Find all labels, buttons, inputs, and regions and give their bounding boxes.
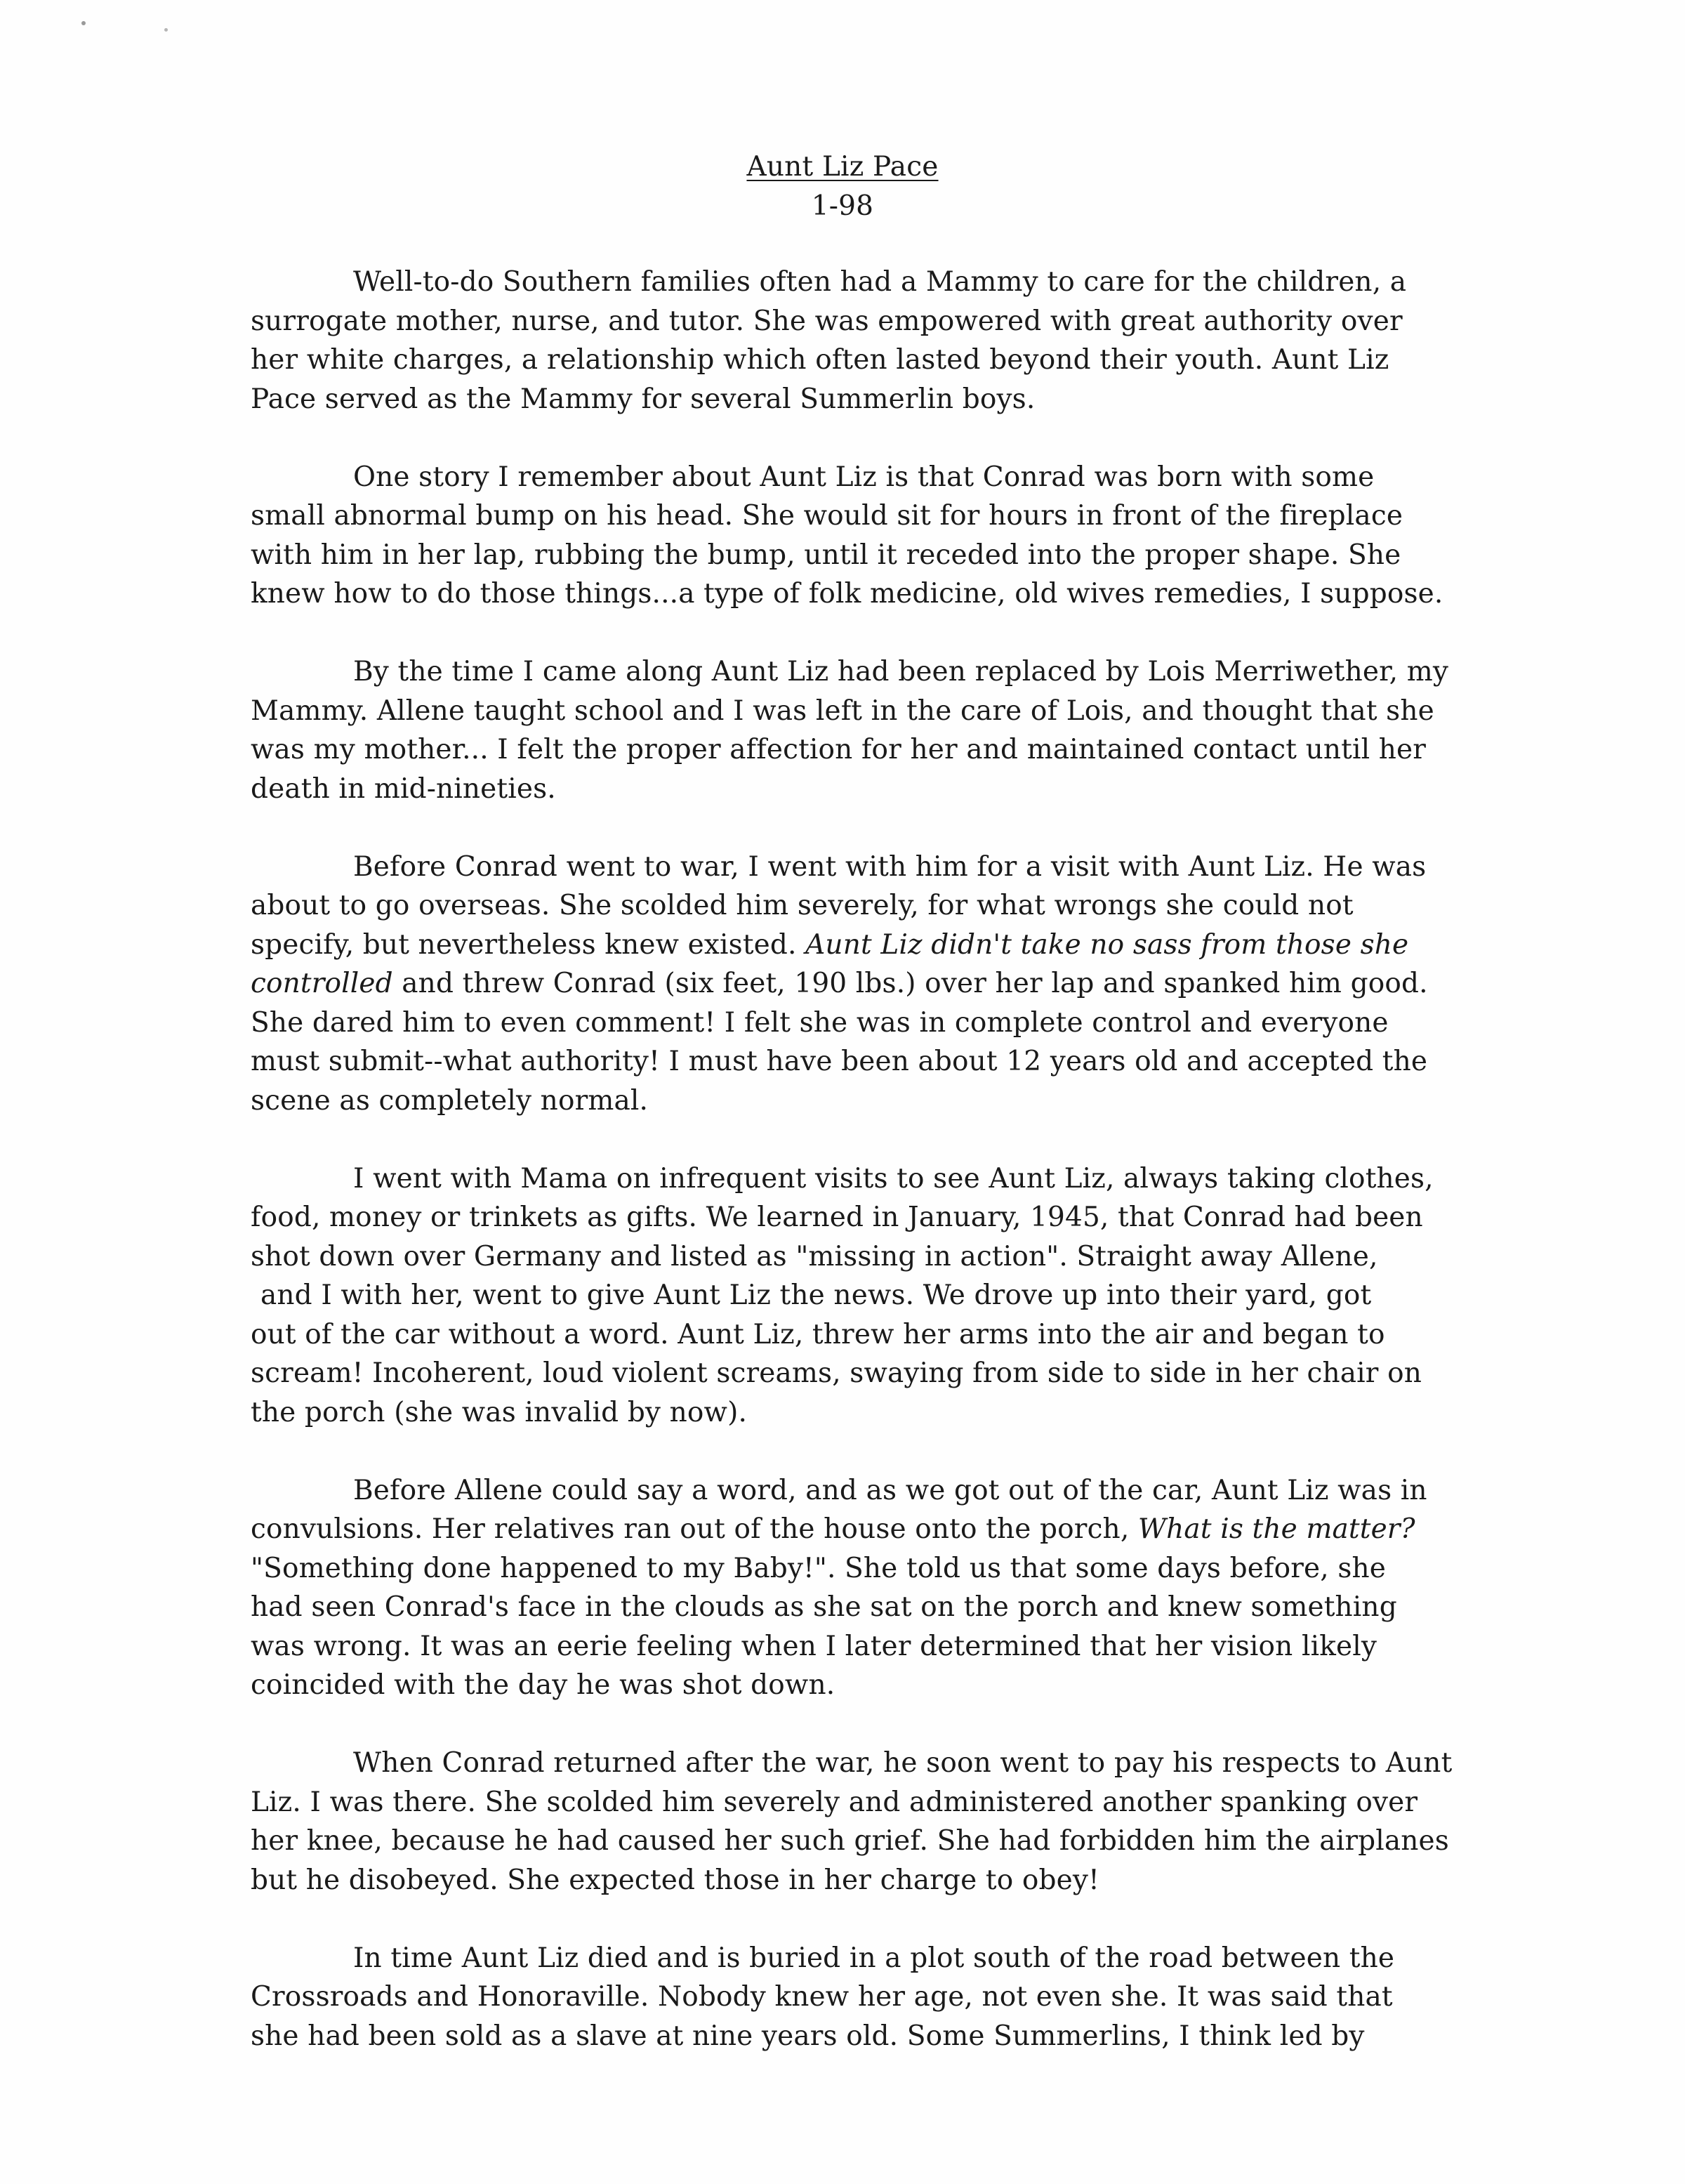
document-title: Aunt Liz Pace xyxy=(746,151,939,183)
text-line: out of the car without a word. Aunt Liz, threw her arms into the air and began to xyxy=(251,1318,1385,1350)
paragraph-8 xyxy=(251,1939,1542,2056)
scan-speck xyxy=(164,28,168,32)
text-line: and I with her, went to give Aunt Liz the news. We drove up into their yard, got xyxy=(260,1280,1372,1311)
text-line: When Conrad returned after the war, he soon went to pay his respects to Aunt xyxy=(353,1747,1453,1779)
text-line: In time Aunt Liz died and is buried in a plot south of the road between the xyxy=(353,1942,1395,1974)
italic-quote: controlled xyxy=(251,968,393,999)
paragraph-5 xyxy=(251,1159,1542,1433)
text-line: scene as completely normal. xyxy=(251,1084,649,1117)
text-line: small abnormal bump on his head. She would sit for hours in front of the fireplace xyxy=(251,500,1403,532)
text-line: "Something done happened to my Baby!". She told us that some days before, she xyxy=(251,1552,1386,1584)
text-line: death in mid-nineties. xyxy=(251,772,556,805)
paragraph-1 xyxy=(251,263,1542,419)
text-line: was my mother... I felt the proper affection for her and maintained contact until her xyxy=(251,734,1427,765)
text-line: Before Allene could say a word, and as we got out of the car, Aunt Liz was in xyxy=(353,1474,1427,1506)
paragraph-7 xyxy=(251,1744,1542,1900)
text-line: Pace served as the Mammy for several Summerlin boys. xyxy=(251,383,1036,415)
text-line xyxy=(251,926,1542,965)
text-line xyxy=(251,964,1542,1004)
text-line: Crossroads and Honoraville. Nobody knew her age, not even she. It was said that xyxy=(251,1981,1393,2013)
text-line: with him in her lap, rubbing the bump, until it receded into the proper shape. She xyxy=(251,539,1401,571)
text-line xyxy=(251,1510,1542,1549)
paragraph-3 xyxy=(251,652,1542,808)
text-line: about to go overseas. She scolded him severely, for what wrongs she could not xyxy=(251,890,1354,921)
italic-quote: Aunt Liz didn't take no sass from those she xyxy=(805,928,1409,961)
text-line: must submit--what authority! I must have been about 12 years old and accepted the xyxy=(251,1046,1428,1077)
paragraph-6 xyxy=(251,1471,1542,1705)
text-line: coincided with the day he was shot down. xyxy=(251,1669,835,1701)
paragraph-2 xyxy=(251,458,1542,614)
text-line: Liz. I was there. She scolded him severely and administered another spanking over xyxy=(251,1786,1418,1818)
text-line: had seen Conrad's face in the clouds as she sat on the porch and knew something xyxy=(251,1591,1397,1623)
text-line: surrogate mother, nurse, and tutor. She was empowered with great authority over xyxy=(251,305,1403,337)
text-line: knew how to do those things...a type of folk medicine, old wives remedies, I suppose. xyxy=(251,578,1443,610)
document-date: 1-98 xyxy=(811,190,874,222)
paragraph-4 xyxy=(251,848,1542,1121)
document-body xyxy=(251,263,1542,2095)
text-line: I went with Mama on infrequent visits to see Aunt Liz, always taking clothes, xyxy=(353,1162,1434,1195)
text-line: shot down over Germany and listed as "missing in action". Straight away Allene, xyxy=(251,1240,1378,1272)
text-line: food, money or trinkets as gifts. We learned in January, 1945, that Conrad had been xyxy=(251,1202,1423,1233)
text-line: she had been sold as a slave at nine years old. Some Summerlins, I think led by xyxy=(251,2020,1365,2052)
text-line: One story I remember about Aunt Liz is that Conrad was born with some xyxy=(353,461,1375,493)
text-run: specify, but nevertheless knew existed. xyxy=(251,928,806,961)
text-line: scream! Incoherent, loud violent screams, swaying from side to side in her chair on xyxy=(251,1357,1422,1389)
text-run: convulsions. Her relatives ran out of the house onto the porch, xyxy=(251,1513,1138,1545)
scan-speck xyxy=(81,21,86,25)
text-line: her white charges, a relationship which often lasted beyond their youth. Aunt Liz xyxy=(251,344,1389,376)
text-line: She dared him to even comment! I felt she was in complete control and everyone xyxy=(251,1006,1389,1039)
text-line: Before Conrad went to war, I went with him for a visit with Aunt Liz. He was xyxy=(353,850,1427,883)
text-line: her knee, because he had caused her such grief. She had forbidden him the airplanes xyxy=(251,1825,1449,1857)
text-line: the porch (she was invalid by now). xyxy=(251,1396,748,1428)
text-run: and threw Conrad (six feet, 190 lbs.) over her lap and spanked him good. xyxy=(392,968,1428,999)
text-line: Mammy. Allene taught school and I was left in the care of Lois, and thought that she xyxy=(251,695,1434,727)
text-line: By the time I came along Aunt Liz had been replaced by Lois Merriwether, my xyxy=(353,656,1449,688)
text-line: Well-to-do Southern families often had a Mammy to care for the children, a xyxy=(353,266,1407,298)
text-line: was wrong. It was an eerie feeling when I later determined that her vision likely xyxy=(251,1630,1377,1662)
text-line: but he disobeyed. She expected those in her charge to obey! xyxy=(251,1864,1099,1896)
italic-quote: What is the matter? xyxy=(1137,1513,1415,1545)
